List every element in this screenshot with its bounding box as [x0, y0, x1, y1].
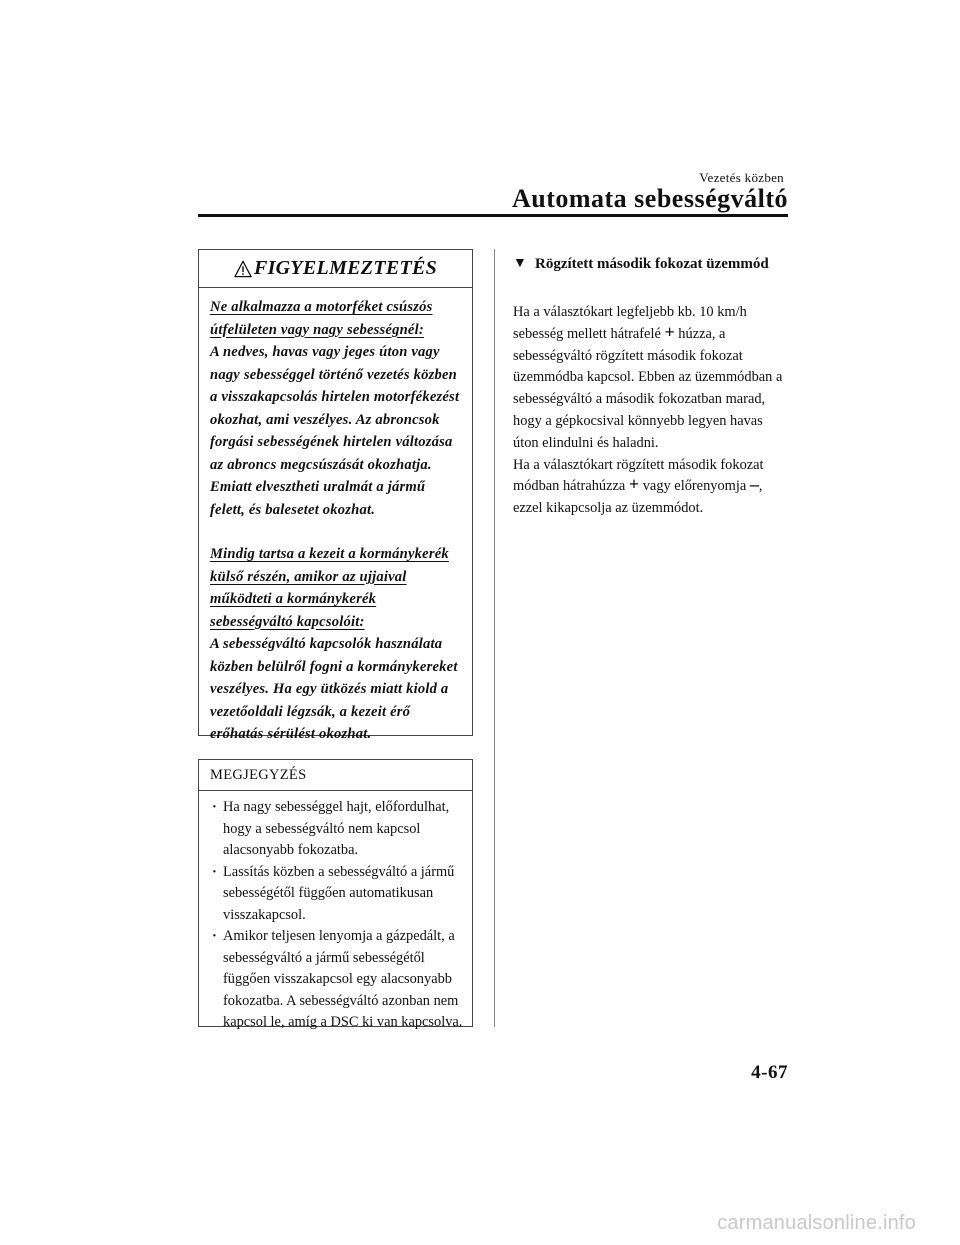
note-title: MEGJEGYZÉS: [199, 760, 472, 791]
section-heading: [513, 254, 773, 274]
plus-icon: +: [628, 474, 640, 495]
column-divider: [494, 249, 495, 1027]
page-number: 4-67: [751, 1062, 788, 1083]
warning-heading-2: Mindig tartsa a kezeit a kormánykerék külső részén, amikor az ujjaival működteti a kormánykerék sebességváltó kapcsolóit:: [210, 546, 449, 630]
watermark: carmanualsonline.info: [717, 1212, 916, 1234]
section-paragraph-1: Ha a választókart legfeljebb kb. 10 km/h sebesség mellett hátrafelé + húzza, a sebességváltó rögzített második fokozat üzemmódba kapcsol. Ebben az üzemmódban a sebességváltó a második fokozatban marad, hogy a gépkocsival könnyebb legyen havas úton elindulni és haladni.: [513, 304, 783, 451]
note-item: · Lassítás közben a sebességváltó a jármű sebességétől függően automatikusan visszakapcsol.: [199, 862, 472, 927]
section-paragraph-2: Ha a választókart rögzített második fokozat módban hátrahúzza + vagy előrenyomja –, ezzel kikapcsolja az üzemmódot.: [513, 456, 764, 517]
warning-heading-1: Ne alkalmazza a motorféket csúszós útfelületen vagy nagy sebességnél:: [210, 299, 433, 338]
section-body: [513, 302, 788, 520]
warning-triangle-icon: [234, 260, 252, 278]
running-header-section: Vezetés közben: [699, 170, 784, 185]
minus-icon: –: [749, 474, 759, 495]
section-title: Rögzített második fokozat üzemmód: [535, 256, 769, 272]
warning-box: [198, 249, 473, 742]
warning-header: [199, 250, 472, 288]
header-rule: [198, 214, 788, 217]
triangle-marker-icon: ▼: [513, 256, 527, 271]
warning-body: [199, 288, 472, 746]
warning-text-2: A sebességváltó kapcsolók használata közben belülről fogni a kormánykereket veszélyes. Ha egy ütközés miatt kiold a vezetőoldali légzsák, a kezeit érő erőhatás sérülést okozhat.: [210, 636, 458, 742]
plus-icon: +: [664, 321, 675, 342]
note-list: [199, 791, 472, 1034]
note-box: [198, 759, 473, 1030]
note-item: · Ha nagy sebességgel hajt, előfordulhat, hogy a sebességváltó nem kapcsol alacsonyabb fokozatba.: [199, 797, 472, 862]
running-header-chapter: Automata sebességváltó: [511, 184, 788, 213]
warning-text-1: A nedves, havas vagy jeges úton vagy nagy sebességgel történő vezetés közben a visszakapcsolás hirtelen motorfékezést okozhat, ami veszélyes. Az abroncsok forgási sebességének hirtelen változása az abroncs megcsúszását okozhatja. Emiatt elvesztheti uralmát a jármű felett, és balesetet okozhat.: [210, 344, 460, 518]
warning-title: FIGYELMEZTETÉS: [253, 257, 438, 279]
note-item: · Amikor teljesen lenyomja a gázpedált, a sebességváltó a jármű sebességétől függően visszakapcsol egy alacsonyabb fokozatba. A sebességváltó azonban nem kapcsol le, amíg a DSC ki van kapcsolva.: [199, 926, 472, 1034]
